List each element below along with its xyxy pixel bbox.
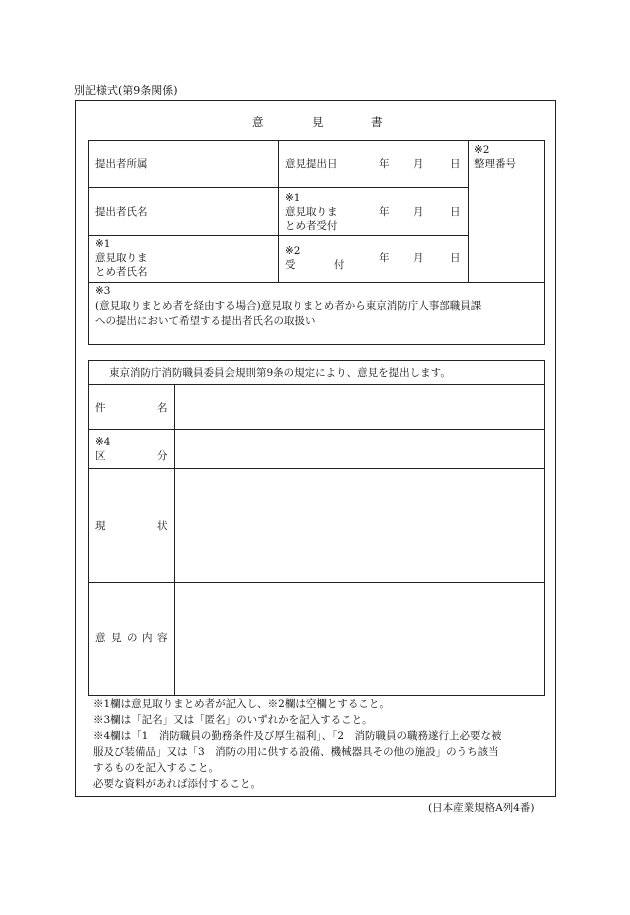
category-char-1: 区 xyxy=(95,450,106,462)
summarizer-mark: ※1 xyxy=(95,238,111,250)
paper-size-footer: (日本産業規格A列4番) xyxy=(428,802,535,814)
note-line-1: ※1欄は意見取りまとめ者が記入し、※2欄は空欄とすること。 xyxy=(93,698,390,710)
handling-mark: ※3 xyxy=(95,285,111,297)
affiliation-label: 提出者所属 xyxy=(95,158,148,170)
acceptance-char-1: 受 xyxy=(285,259,296,271)
title-char-2: 見 xyxy=(312,115,324,129)
receipt-label-line1: 意見取りま xyxy=(285,206,338,218)
form-label: 別記様式(第9条関係) xyxy=(74,84,178,97)
submitter-name-label: 提出者氏名 xyxy=(95,206,148,218)
acceptance-year: 年 xyxy=(379,252,390,264)
title-char-3: 書 xyxy=(371,115,383,129)
status-char-1: 現 xyxy=(95,520,106,532)
receipt-mark: ※1 xyxy=(285,192,301,204)
receipt-label-line2: とめ者受付 xyxy=(285,220,338,232)
content-char-5: 容 xyxy=(157,632,168,644)
date-day: 日 xyxy=(450,158,461,170)
title-char-1: 意 xyxy=(252,115,264,129)
acceptance-char-2: 付 xyxy=(334,259,345,271)
content-char-1: 意 xyxy=(95,632,106,644)
receipt-day: 日 xyxy=(450,206,461,218)
intro-statement: 東京消防庁消防職員委員会規則第9条の規定により、意見を提出します。 xyxy=(109,367,451,379)
summarizer-label-line2: とめ者氏名 xyxy=(95,266,148,278)
submission-date-label: 意見提出日 xyxy=(285,158,338,170)
summarizer-label-line1: 意見取りま xyxy=(95,252,148,264)
receipt-month: 月 xyxy=(413,206,424,218)
acceptance-month: 月 xyxy=(413,252,424,264)
note-line-2: ※3欄は「記名」又は「匿名」のいずれかを記入すること。 xyxy=(93,714,373,726)
date-year: 年 xyxy=(379,158,390,170)
note-line-3: ※4欄は「1 消防職員の勤務条件及び厚生福利」、「2 消防職員の職務遂行上必要な被 xyxy=(93,730,502,742)
subject-char-1: 件 xyxy=(95,402,106,414)
reference-mark: ※2 xyxy=(474,144,490,156)
content-char-4: 内 xyxy=(142,632,153,644)
note-line-5: するものを記入すること。 xyxy=(93,762,219,774)
content-char-2: 見 xyxy=(111,632,122,644)
reference-number-label: 整理番号 xyxy=(474,158,516,170)
receipt-year: 年 xyxy=(379,206,390,218)
acceptance-mark: ※2 xyxy=(285,245,301,257)
category-char-2: 分 xyxy=(157,450,168,462)
status-char-2: 状 xyxy=(157,520,168,532)
note-line-4: 服及び装備品」又は「3 消防の用に供する設備、機械器具その他の施設」のうち該当 xyxy=(93,746,499,758)
acceptance-day: 日 xyxy=(450,252,461,264)
handling-text-line2: への提出において希望する提出者氏名の取扱い xyxy=(95,315,316,327)
handling-text-line1: (意見取りまとめ者を経由する場合)意見取りまとめ者から東京消防庁人事部職員課 xyxy=(95,300,482,312)
category-mark: ※4 xyxy=(95,436,111,448)
content-char-3: の xyxy=(127,632,138,644)
subject-char-2: 名 xyxy=(157,402,168,414)
note-line-6: 必要な資料があれば添付すること。 xyxy=(93,778,261,790)
date-month: 月 xyxy=(413,158,424,170)
